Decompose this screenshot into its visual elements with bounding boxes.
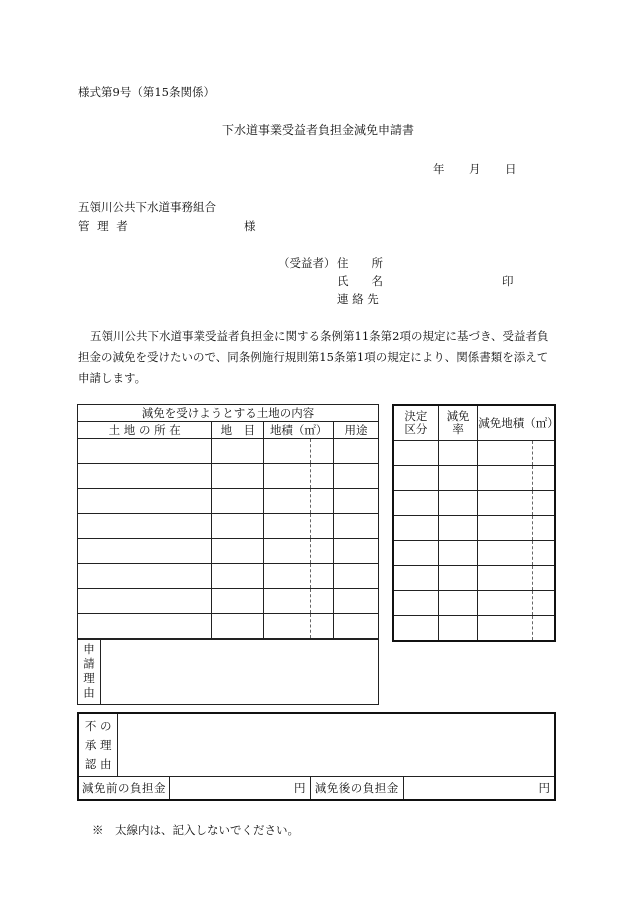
area-cell[interactable] (264, 489, 334, 514)
form-number: 様式第9号（第15条関係） (78, 85, 215, 99)
area-decimal-divider (310, 539, 311, 563)
not-approved-line-1: 不 の (84, 718, 112, 733)
name-label: 氏 名 (337, 274, 383, 288)
decision-table-row (393, 591, 555, 616)
rate-header-line-1: 減免 (446, 409, 470, 423)
decision-cell[interactable] (393, 441, 438, 466)
decision-cell[interactable] (393, 491, 438, 516)
decision-table-row (393, 466, 555, 491)
reduced-area-cell[interactable] (478, 541, 555, 566)
rate-cell[interactable] (438, 591, 477, 616)
column-header-use: 用途 (334, 422, 379, 439)
column-header-reduced-area: 減免地積（㎡） (478, 405, 555, 441)
rate-cell[interactable] (438, 466, 477, 491)
location-cell[interactable] (78, 464, 212, 489)
page-title: 下水道事業受益者負担金減免申請書 (222, 123, 415, 137)
area-decimal-divider (310, 439, 311, 463)
decision-table-row (393, 616, 555, 642)
date-month-label: 月 (469, 162, 481, 176)
footer-note: ※ 太線内は、記入しないでください。 (92, 823, 299, 837)
addressee-organization: 五領川公共下水道事務組合 (78, 200, 216, 214)
area-cell[interactable] (264, 564, 334, 589)
area-decimal-divider (310, 489, 311, 513)
seal-label: 印 (502, 274, 514, 288)
area-cell[interactable] (264, 464, 334, 489)
reason-label: 申請理由 (82, 642, 96, 701)
land-table-row (78, 614, 379, 639)
reduced-area-cell[interactable] (478, 566, 555, 591)
use-cell[interactable] (334, 564, 379, 589)
use-cell[interactable] (334, 464, 379, 489)
not-approved-reason-area[interactable] (118, 713, 555, 777)
reduced-area-decimal-divider (532, 491, 533, 515)
reduced-area-decimal-divider (532, 566, 533, 590)
rate-cell[interactable] (438, 491, 477, 516)
use-cell[interactable] (334, 439, 379, 464)
land-table-row (78, 464, 379, 489)
decision-header-line-2: 区分 (404, 422, 428, 436)
application-statement-text: 五領川公共下水道事業受益者負担金に関する条例第11条第2項の規定に基づき、受益者負担金の減免を受けたいので、同条例施行規則第15条第1項の規定により、関係書類を添えて申請します。 (78, 329, 549, 385)
decision-cell[interactable] (393, 591, 438, 616)
date-year-label: 年 (433, 162, 445, 176)
reduced-area-cell[interactable] (478, 516, 555, 541)
rate-cell[interactable] (438, 516, 477, 541)
rate-cell[interactable] (438, 616, 477, 642)
land-category-cell[interactable] (212, 614, 264, 639)
location-cell[interactable] (78, 564, 212, 589)
use-cell[interactable] (334, 539, 379, 564)
applicant-role: （受益者） (278, 256, 336, 270)
reduced-area-cell[interactable] (478, 616, 555, 642)
area-decimal-divider (310, 614, 311, 638)
land-category-cell[interactable] (212, 564, 264, 589)
column-header-decision (393, 405, 438, 441)
not-approved-line-2: 承 理 (84, 737, 112, 752)
column-header-area: 地積（㎡） (264, 422, 334, 439)
decision-cell[interactable] (393, 466, 438, 491)
after-yen-unit: 円 (538, 780, 550, 795)
reduced-area-cell[interactable] (478, 466, 555, 491)
rate-cell[interactable] (438, 541, 477, 566)
land-category-cell[interactable] (212, 439, 264, 464)
reduced-area-cell[interactable] (478, 591, 555, 616)
use-cell[interactable] (334, 489, 379, 514)
column-header-location: 土 地 の 所 在 (78, 422, 212, 439)
decision-cell[interactable] (393, 516, 438, 541)
contact-label: 連 絡 先 (337, 292, 379, 306)
decision-table-row (393, 516, 555, 541)
after-amount-field[interactable] (404, 777, 555, 801)
area-cell[interactable] (264, 539, 334, 564)
reason-input-area[interactable] (101, 640, 379, 705)
land-category-cell[interactable] (212, 464, 264, 489)
reduced-area-decimal-divider (532, 616, 533, 640)
reduced-area-decimal-divider (532, 516, 533, 540)
after-amount-label: 減免後の負担金 (310, 777, 404, 801)
decision-table-row (393, 566, 555, 591)
reduced-area-cell[interactable] (478, 441, 555, 466)
land-category-cell[interactable] (212, 514, 264, 539)
not-approved-label (78, 713, 118, 777)
reduced-area-decimal-divider (532, 541, 533, 565)
land-table-row (78, 564, 379, 589)
area-decimal-divider (310, 564, 311, 588)
use-cell[interactable] (334, 514, 379, 539)
land-table-caption: 減免を受けようとする土地の内容 (78, 405, 379, 422)
not-approved-line-3: 認 由 (84, 756, 112, 771)
decision-cell[interactable] (393, 541, 438, 566)
area-cell[interactable] (264, 439, 334, 464)
decision-table-row (393, 491, 555, 516)
rate-header-line-2: 率 (452, 422, 464, 436)
date-day-label: 日 (505, 162, 517, 176)
use-cell[interactable] (334, 614, 379, 639)
land-table-row (78, 489, 379, 514)
before-yen-unit: 円 (294, 780, 306, 795)
land-category-cell[interactable] (212, 489, 264, 514)
decision-table-row (393, 441, 555, 466)
reason-label-cell (78, 640, 101, 705)
land-category-cell[interactable] (212, 589, 264, 614)
area-decimal-divider (310, 514, 311, 538)
location-cell[interactable] (78, 439, 212, 464)
before-amount-field[interactable] (170, 777, 310, 801)
area-decimal-divider (310, 589, 311, 613)
column-header-land-category: 地 目 (212, 422, 264, 439)
address-label: 住 所 (337, 256, 383, 270)
decision-table-row (393, 541, 555, 566)
land-table (77, 404, 379, 639)
location-cell[interactable] (78, 489, 212, 514)
official-use-box (77, 712, 556, 801)
land-category-cell[interactable] (212, 539, 264, 564)
reduced-area-decimal-divider (532, 441, 533, 465)
application-statement (78, 326, 556, 389)
area-cell[interactable] (264, 614, 334, 639)
reduced-area-decimal-divider (532, 591, 533, 615)
land-table-row (78, 539, 379, 564)
area-decimal-divider (310, 464, 311, 488)
reduced-area-cell[interactable] (478, 491, 555, 516)
decision-table (392, 404, 559, 642)
honorific-label: 様 (244, 219, 256, 233)
rate-cell[interactable] (438, 566, 477, 591)
land-table-row (78, 439, 379, 464)
location-cell[interactable] (78, 589, 212, 614)
location-cell[interactable] (78, 614, 212, 639)
location-cell[interactable] (78, 514, 212, 539)
decision-header-line-1: 決定 (404, 409, 428, 423)
manager-label: 管 理 者 (78, 219, 130, 233)
area-cell[interactable] (264, 514, 334, 539)
column-header-rate (438, 405, 477, 441)
reduced-area-decimal-divider (532, 466, 533, 490)
decision-cell[interactable] (393, 566, 438, 591)
rate-cell[interactable] (438, 441, 477, 466)
land-table-row (78, 589, 379, 614)
reason-box (77, 639, 379, 705)
before-amount-label: 減免前の負担金 (78, 777, 170, 801)
location-cell[interactable] (78, 539, 212, 564)
land-table-row (78, 514, 379, 539)
use-cell[interactable] (334, 589, 379, 614)
decision-cell[interactable] (393, 616, 438, 642)
area-cell[interactable] (264, 589, 334, 614)
